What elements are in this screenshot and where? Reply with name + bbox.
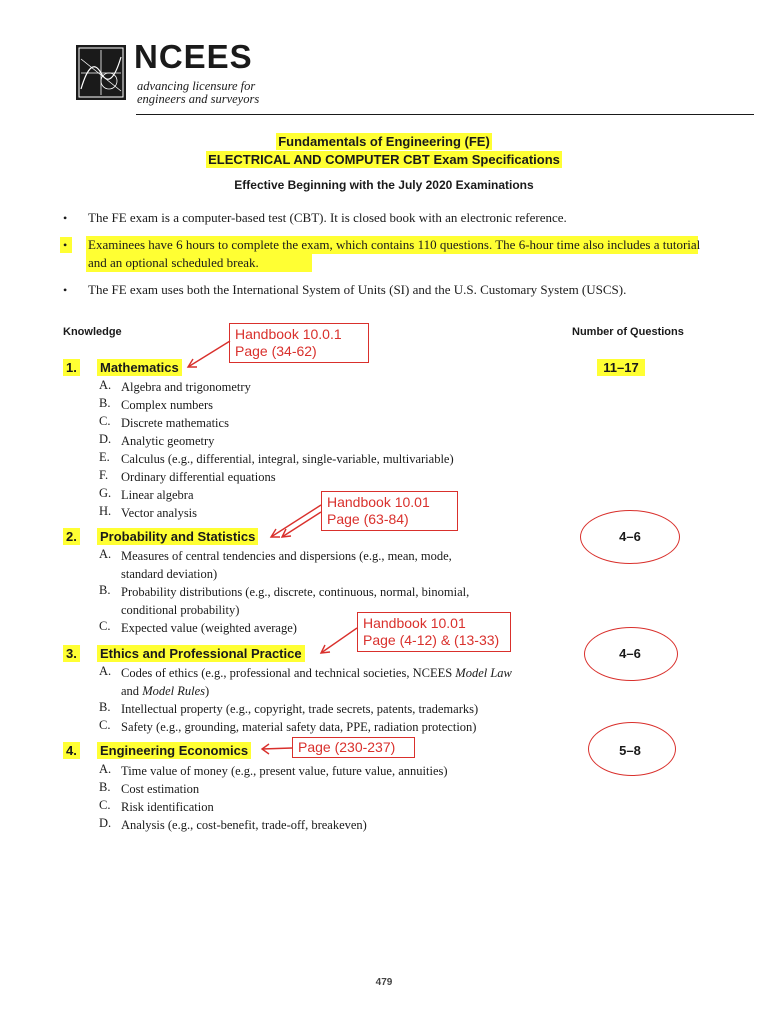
bullet-item-duration: Examinees have 6 hours to complete the exam, which contains 110 questions. The 6-hour time also includes a tutorial and an optional scheduled break. bbox=[88, 237, 701, 270]
question-count: 4–6 bbox=[619, 529, 641, 544]
topic-item: Discrete mathematics bbox=[121, 416, 229, 430]
bullet-item-units: The FE exam uses both the International System of Units (SI) and the U.S. Customary System (USCS). bbox=[88, 282, 627, 297]
bullet-symbol: • bbox=[63, 211, 68, 225]
arrow-head bbox=[271, 529, 280, 537]
effective-date: Effective Beginning with the July 2020 Examinations bbox=[234, 178, 534, 192]
item-letter: B. bbox=[99, 583, 111, 597]
topic-item: Vector analysis bbox=[121, 506, 198, 520]
topic-item: Calculus (e.g., differential, integral, single-variable, multivariable) bbox=[121, 452, 454, 466]
topic-item-continuation: standard deviation) bbox=[121, 567, 218, 581]
item-letter: F. bbox=[99, 468, 109, 482]
arrow-line bbox=[282, 512, 321, 537]
item-letter: D. bbox=[99, 432, 112, 446]
topic-item: Probability distributions (e.g., discrete, continuous, normal, binomial, bbox=[121, 585, 470, 599]
doc-title-line1: Fundamentals of Engineering (FE) bbox=[278, 134, 490, 149]
note-line: Page (4-12) & (13-33) bbox=[363, 632, 500, 648]
topic-item: Codes of ethics (e.g., professional and technical societies, NCEES Model Law bbox=[121, 666, 512, 680]
arrow-head bbox=[282, 529, 291, 537]
arrow-head bbox=[321, 645, 330, 653]
bullet-symbol: • bbox=[63, 283, 68, 297]
topic-item: Safety (e.g., grounding, material safety data, PPE, radiation protection) bbox=[121, 720, 477, 734]
logo-tagline-line2: engineers and surveyors bbox=[137, 92, 260, 106]
section-number: 4. bbox=[63, 742, 80, 759]
question-count: 4–6 bbox=[619, 646, 641, 661]
topic-item: Analytic geometry bbox=[121, 434, 215, 448]
item-letter: A. bbox=[99, 664, 112, 678]
topic-item-continuation: conditional probability) bbox=[121, 603, 240, 617]
note-line: Handbook 10.01 bbox=[363, 615, 466, 631]
topic-item-continuation: and Model Rules) bbox=[121, 684, 210, 698]
doc-title-line2: ELECTRICAL AND COMPUTER CBT Exam Specifications bbox=[208, 152, 560, 167]
topic-item: Expected value (weighted average) bbox=[121, 621, 297, 635]
section-number: 3. bbox=[63, 645, 80, 662]
note-line: Page (63-84) bbox=[327, 511, 409, 527]
arrow-line bbox=[271, 505, 321, 537]
page-number: 479 bbox=[375, 977, 393, 988]
topic-item: Risk identification bbox=[121, 800, 214, 814]
note-line: Page (34-62) bbox=[235, 343, 317, 359]
logo-tagline-line1: advancing licensure for bbox=[137, 79, 256, 93]
topic-item: Time value of money (e.g., present value, future value, annuities) bbox=[121, 764, 448, 778]
item-letter: H. bbox=[99, 504, 112, 518]
item-letter: C. bbox=[99, 798, 111, 812]
knowledge-column-heading: Knowledge bbox=[63, 326, 122, 338]
ncees-logo-word: NCEES bbox=[134, 38, 253, 75]
item-letter: B. bbox=[99, 396, 111, 410]
arrow-line bbox=[188, 341, 230, 367]
topic-item: Measures of central tendencies and dispersions (e.g., mean, mode, bbox=[121, 549, 452, 563]
item-letter: A. bbox=[99, 547, 112, 561]
item-letter: D. bbox=[99, 816, 112, 830]
topic-item: Analysis (e.g., cost-benefit, trade-off, breakeven) bbox=[121, 818, 367, 832]
topic-item: Linear algebra bbox=[121, 488, 194, 502]
note-line: Handbook 10.0.1 bbox=[235, 326, 342, 342]
section-title: Probability and Statistics bbox=[97, 528, 258, 545]
question-count: 5–8 bbox=[619, 743, 641, 758]
arrow-line bbox=[262, 748, 292, 749]
section-title: Engineering Economics bbox=[97, 742, 251, 759]
topic-item: Ordinary differential equations bbox=[121, 470, 276, 484]
item-letter: C. bbox=[99, 619, 111, 633]
topic-item: Algebra and trigonometry bbox=[121, 380, 251, 394]
item-letter: C. bbox=[99, 414, 111, 428]
item-letter: B. bbox=[99, 700, 111, 714]
item-letter: A. bbox=[99, 762, 112, 776]
item-letter: C. bbox=[99, 718, 111, 732]
section-title: Mathematics bbox=[97, 359, 182, 376]
note-line: Page (230-237) bbox=[298, 739, 396, 755]
questions-column-heading: Number of Questions bbox=[572, 326, 684, 338]
item-letter: B. bbox=[99, 780, 111, 794]
bullet-symbol: • bbox=[63, 238, 68, 252]
note-line: Handbook 10.01 bbox=[327, 494, 430, 510]
arrow-line bbox=[321, 628, 357, 653]
bullet-item-cbt: The FE exam is a computer-based test (CBT). It is closed book with an electronic reference. bbox=[88, 210, 567, 225]
item-letter: E. bbox=[99, 450, 110, 464]
topic-item: Complex numbers bbox=[121, 398, 214, 412]
topic-item: Intellectual property (e.g., copyright, trade secrets, patents, trademarks) bbox=[121, 702, 479, 716]
item-letter: A. bbox=[99, 378, 112, 392]
section-title: Ethics and Professional Practice bbox=[97, 645, 305, 662]
section-number: 1. bbox=[63, 359, 80, 376]
section-number: 2. bbox=[63, 528, 80, 545]
topic-item: Cost estimation bbox=[121, 782, 200, 796]
item-letter: G. bbox=[99, 486, 112, 500]
question-count: 11–17 bbox=[597, 359, 645, 376]
